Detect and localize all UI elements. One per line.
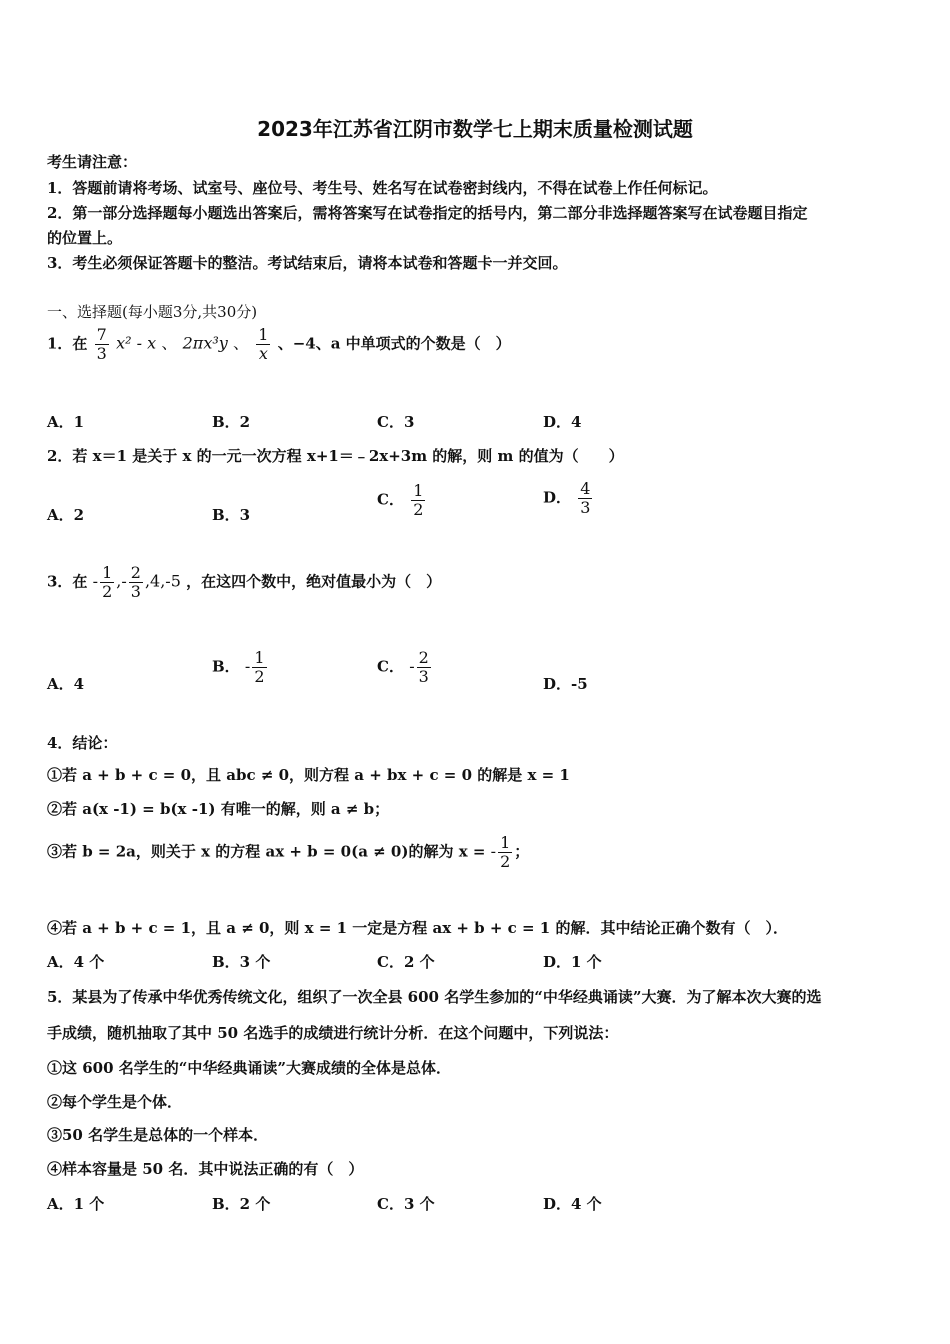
question-3 (47, 564, 441, 601)
q5-statement-3: ③50 名学生是总体的一个样本． (47, 1126, 269, 1144)
q3-option-d[interactable]: D．-5 (543, 675, 588, 693)
q5-statement-4: ④样本容量是 50 名．其中说法正确的有（ ） (47, 1160, 364, 1178)
q1-fraction-7-3 (95, 326, 109, 363)
q4-s3-sign: - (490, 841, 497, 861)
q4-s3-num: 1 (500, 833, 511, 852)
q2-d-num: 4 (580, 479, 591, 498)
q5-statement-2: ②每个学生是个体． (47, 1093, 183, 1111)
q3-frac2-num: 2 (130, 563, 141, 582)
q3-fraction-1-2 (100, 564, 114, 601)
q3-option-c-label: C． (377, 657, 404, 676)
q3-option-b-fraction (252, 649, 266, 686)
q1-fraction-1-x (256, 326, 270, 363)
q4-option-c[interactable]: C．2 个 (377, 953, 435, 971)
q4-s3-tail: ； (514, 842, 530, 861)
q4-option-b[interactable]: B．3 个 (212, 953, 271, 971)
q2-option-c[interactable] (377, 482, 427, 519)
q2-c-den: 2 (413, 500, 424, 519)
q3-option-c[interactable] (377, 649, 433, 686)
q1-prefix: 1．在 (47, 334, 88, 353)
q1-frac2-num: 1 (258, 325, 269, 344)
q3-frac1-num: 1 (102, 563, 113, 582)
q4-statement-3 (47, 834, 529, 871)
section-heading: 一、选择题(每小题3分,共30分) (47, 303, 258, 321)
q4-statement-4: ④若 a + b + c = 1，且 a ≠ 0，则 x = 1 一定是方程 ax + b + c = 1 的解．其中结论正确个数有（ ）． (47, 919, 788, 937)
q3-b-den: 2 (254, 667, 265, 686)
notice-item-2: 2．第一部分选择题每小题选出答案后，需将答案写在试卷指定的括号内，第二部分非选择题答案写在试卷题目指定 (47, 204, 808, 222)
q3-frac1-den: 2 (102, 582, 113, 601)
page-title: 2023年江苏省江阴市数学七上期末质量检测试题 (257, 117, 693, 141)
q3-rest: ,4,-5 (144, 571, 181, 591)
q3-sign2: ,- (116, 571, 127, 591)
q2-option-c-label: C． (377, 490, 404, 509)
notice-heading: 考生请注意： (47, 153, 138, 171)
question-5-line-2: 手成绩，随机抽取了其中 50 名选手的成绩进行统计分析．在这个问题中，下列说法： (47, 1024, 619, 1042)
notice-item-2-cont: 的位置上。 (47, 229, 123, 247)
q1-term1: x² - x (116, 333, 157, 353)
q2-option-a[interactable]: A．2 (47, 506, 85, 524)
q4-option-d[interactable]: D．1 个 (543, 953, 602, 971)
q3-c-den: 3 (418, 667, 429, 686)
q4-option-a[interactable]: A．4 个 (47, 953, 105, 971)
q5-option-c[interactable]: C．3 个 (377, 1195, 435, 1213)
q1-tail: 、−4、a 中单项式的个数是（ ） (277, 334, 511, 353)
q3-option-b[interactable] (212, 649, 269, 686)
q1-frac1-den: 3 (96, 344, 107, 363)
q2-option-c-fraction (411, 482, 425, 519)
q1-option-d[interactable]: D．4 (543, 413, 582, 431)
q2-d-den: 3 (580, 498, 591, 517)
q3-c-num: 2 (418, 648, 429, 667)
q5-statement-1: ①这 600 名学生的“中华经典诵读”大赛成绩的全体是总体． (47, 1059, 452, 1077)
q2-c-num: 1 (413, 481, 424, 500)
q2-option-d[interactable] (543, 480, 594, 517)
q3-frac2-den: 3 (130, 582, 141, 601)
q1-sep2: 、 (233, 333, 250, 353)
q4-s3-fraction (498, 834, 512, 871)
q4-s3-text: ③若 b = 2a，则关于 x 的方程 ax + b = 0(a ≠ 0)的解为 x = (47, 842, 486, 861)
question-4-heading: 4．结论： (47, 734, 118, 752)
q5-option-a[interactable]: A．1 个 (47, 1195, 105, 1213)
q1-frac2-den: x (258, 344, 268, 363)
q1-frac1-num: 7 (96, 325, 107, 344)
q1-term2: 2πx³y (182, 333, 228, 353)
q4-s3-den: 2 (500, 852, 511, 871)
notice-item-3: 3．考生必须保证答题卡的整洁。考试结束后，请将本试卷和答题卡一并交回。 (47, 254, 568, 272)
q3-tail: ，在这四个数中，绝对值最小为（ ） (186, 572, 442, 591)
notice-item-1: 1．答题前请将考场、试室号、座位号、考生号、姓名写在试卷密封线内，不得在试卷上作任何标记。 (47, 179, 718, 197)
q3-sign1: - (92, 571, 99, 591)
q3-fraction-2-3 (129, 564, 143, 601)
q3-option-c-sign: - (409, 656, 415, 676)
q3-option-c-fraction (417, 649, 431, 686)
q2-option-d-fraction (578, 480, 592, 517)
question-2: 2．若 x＝1 是关于 x 的一元一次方程 x+1＝﹣2x+3m 的解，则 m 的值为（ ） (47, 447, 624, 465)
q2-option-b[interactable]: B．3 (212, 506, 251, 524)
question-5-line-1: 5．某县为了传承中华优秀传统文化，组织了一次全县 600 名学生参加的“中华经典诵读”大赛．为了解本次大赛的选 (47, 988, 822, 1006)
q3-option-a[interactable]: A．4 (47, 675, 85, 693)
q3-prefix: 3．在 (47, 572, 88, 591)
q4-statement-2: ②若 a(x -1) = b(x -1) 有唯一的解，则 a ≠ b； (47, 800, 390, 818)
q1-option-c[interactable]: C．3 (377, 413, 415, 431)
q4-statement-1: ①若 a + b + c = 0，且 abc ≠ 0，则方程 a + bx + c = 0 的解是 x = 1 (47, 766, 570, 784)
q1-option-b[interactable]: B．2 (212, 413, 251, 431)
q3-option-b-sign: - (244, 656, 251, 676)
question-1 (47, 326, 511, 363)
q5-option-b[interactable]: B．2 个 (212, 1195, 271, 1213)
q3-option-b-label: B． (212, 657, 240, 676)
q5-option-d[interactable]: D．4 个 (543, 1195, 602, 1213)
q3-b-num: 1 (254, 648, 265, 667)
q2-option-d-label: D． (543, 488, 572, 507)
q1-sep1: 、 (161, 333, 178, 353)
q1-option-a[interactable]: A．1 (47, 413, 85, 431)
